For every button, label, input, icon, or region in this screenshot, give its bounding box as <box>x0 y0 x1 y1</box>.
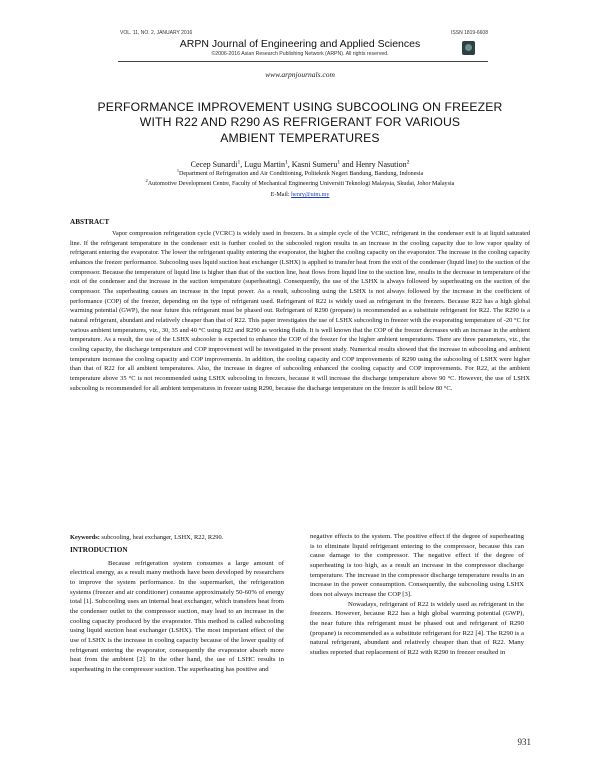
affiliation-1: $^1$Department of Refrigeration and Air Conditioning, Politeknik Negeri Bandung, Bandung, Indonesia <box>176 168 424 178</box>
intro-paragraph-3: Nowadays, refrigerant of R22 is widely used as refrigerant in the freezers. However, because R22 has a high global warming potential (GWP), the near future this refrigerant must be phased out and refrigerant of R290 (propane) is recommended as a substitute refrigerant for R22 [4]. The R290 is a natural refrigerant, abundant and relatively cheaper than that of R22. Many studies reported that replacement of R22 with R290 in freezer resulted in <box>310 600 524 656</box>
keywords-label: Keywords: <box>70 534 100 541</box>
title-line-2: WITH R22 AND R290 AS REFRIGERANT FOR VARIOUS <box>139 115 461 130</box>
author-name: Lugu Martin <box>244 160 285 169</box>
abstract-text: Vapor compression refrigeration cycle (VCRC) is widely used in freezers. In a simple cycle of the VCRC, refrigerant in the condenser exit is at liquid saturated line. If the refrigerant temperature in the condenser exit is further cooled to the subcooled region results in an increase in the cooling capacity due to low vapor quality of refrigerant entering the evaporator. The lower the refrigerant quality entering the evaporator, the higher the cooling capacity on the evaporator. The increase in the cooling capacity enhances the freezer performance. Subcooling uses liquid suction heat exchanger (LSHX) is applied to transfer heat from the exit of the condenser (liquid line) to the suction of the compressor. Because the temperature of liquid line is higher than that of the suction line, heat flows from liquid line to the suction line, results in the decrease in temperature of the exit of the condenser and the increase in the suction temperature (superheating). Consequently, the use of the LSHX is always followed by superheating on the suction of the compressor. The superheating causes an increase in the input power. As a result, subcooling using the LSHX is not always followed by the increase in the coefficient of performance (COP) of the freezer, depending on the type of refrigerant used. Refrigerant of R22 is widely used as refrigerant in the freezers. Because R22 has a high global warming potential (GWP), the near future this refrigerant must be phased out. Refrigerant of R290 (propane) is recommended as a substitute refrigerant for R22. The R290 is a natural refrigerant, abundant and relatively cheaper than that of R22. This paper investigates the use of LSHX subcooling in freezer with the evaporating temperature of -20 °C for various ambient temperatures, viz., 30, 35 and 40 °C using R22 and R290 as working fluids. It is well known that the COP of the freezer decreases with an increase in the ambient temperature. As a result, the use of the LSHX subcooler is expected to enhance the COP of the freezer for the higher ambient temperatures. There are three parameters, viz., the cooling capacity, the discharge temperature and COP improvement will be investigated in the present study. Numerical results showed that the increase in subcooling and ambient temperature increase the cooling capacity and COP improvements. In addition, the cooling capacity and COP improvements of R290 using the subcooling of LSHX were higher than that of R22 for all ambient temperatures. Also, the increase in degree of subcooling enhanced the cooling capacity and COP improvements. For R22, at the ambient temperature above 35 °C is not recommended using LSHX subcooling in freezers, because it will increase the discharge temperature above 90 °C. However, the use of LSHX subcooling is recommended for all ambient temperatures in freezer using R290, because the discharge temperature on the freezer is still below 80 °C. <box>70 230 530 392</box>
author-name: Henry Nasution <box>355 160 407 169</box>
intro-paragraph-2: negative effects to the system. The positive effect if the degree of superheating is to eliminate liquid refrigerant entering to the compressor, because this can cause damage to the compressor. The negative effect if the degree of superheating is too high, as a result an increase in the compressor discharge temperature. The increase in the compressor discharge temperature results in an increase in the power consumption. Consequently, the subcooling using LSHX does not always increase the COP [3]. <box>310 533 524 598</box>
journal-website: www.arpnjournals.com <box>265 70 335 79</box>
introduction-heading: INTRODUCTION <box>70 546 128 554</box>
author-name: Cecep Sunardi <box>190 160 238 169</box>
title-line-1: PERFORMANCE IMPROVEMENT USING SUBCOOLING ON FREEZER <box>97 100 503 114</box>
paper-title <box>60 100 540 146</box>
header-divider <box>118 61 488 62</box>
title-line-3: AMBIENT TEMPERATURES <box>220 130 380 145</box>
author-name: Kasni Sumeru <box>291 160 338 169</box>
contact-email: E-Mail: henry@utm.my <box>270 192 330 198</box>
affiliation-2: $^2$Automotive Development Centre, Faculty of Mechanical Engineering Universiti Teknologi Malaysia, Skudai, Johor Malaysia <box>145 178 455 188</box>
email-link[interactable]: henry@utm.my <box>291 192 330 198</box>
abstract-heading: ABSTRACT <box>70 218 110 226</box>
journal-name: ARPN Journal of Engineering and Applied Sciences <box>179 38 421 50</box>
copyright-notice: ©2006-2016 Asian Research Publishing Network (ARPN). All rights reserved. <box>211 51 389 57</box>
right-column <box>310 532 524 658</box>
issn: ISSN 1819-6608 <box>451 30 488 36</box>
volume-info: VOL. 11, NO. 2, JANUARY 2016 <box>120 30 193 36</box>
keywords-text: subcooling, heat exchanger, LSHX, R22, R290. <box>99 534 224 541</box>
journal-logo-icon <box>462 41 475 55</box>
author-list: Cecep Sunardi$^1$, Lugu Martin$^1$, Kasni Sumeru$^1$ and Henry Nasution$^2$ <box>190 159 410 169</box>
left-column <box>70 534 284 675</box>
abstract-body <box>70 229 530 393</box>
page-number: 931 <box>517 737 531 747</box>
intro-paragraph-1: Because refrigeration system consumes a large amount of electrical energy, as a result many methods have been developed by researchers to improve the system performance. In the supermarket, the refrigeration systems (freezer and air conditioner) consume approximately 50-60% of energy total [1]. Subcooling uses an internal heat exchanger, which transfers heat from the condenser outlet to the compressor suction, may lead to an increase in the cooling capacity produced by the evaporator. This method is called subcooling using liquid suction heat exchanger (LSHX). The most important effect of the use of LSHX is the increase in cooling capacity because of the lower quality of refrigerant entering the evaporator, consequently the evaporator absorb more heat from the ambient [2]. In the other hand, the use of LSHC results in superheating in the compressor suction. The superheating has positive and <box>70 559 284 673</box>
